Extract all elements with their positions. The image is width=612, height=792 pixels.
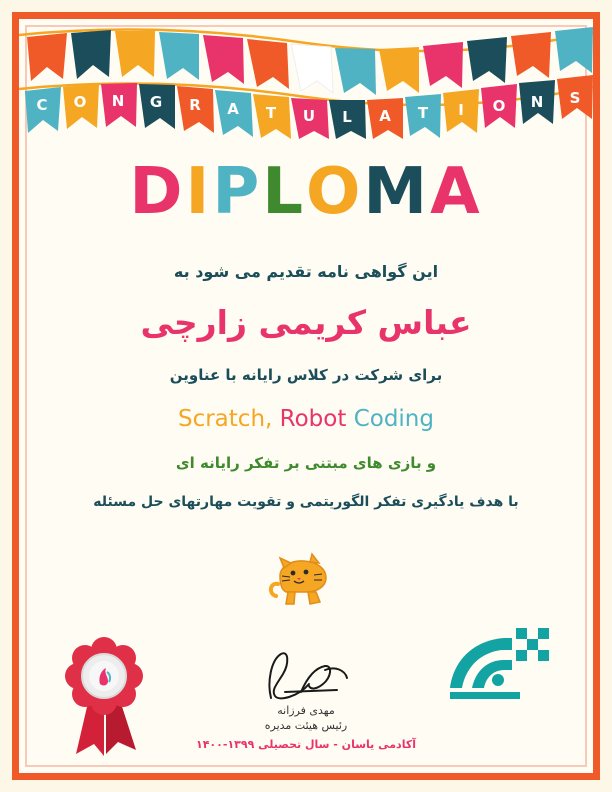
svg-text:S: S xyxy=(569,89,581,107)
svg-text:O: O xyxy=(492,97,506,115)
svg-text:U: U xyxy=(302,107,316,125)
diploma-letter-o: O xyxy=(306,155,364,229)
course-title xyxy=(40,406,572,432)
footer-text: آکادمی یاسان - سال تحصیلی ۱۳۹۹-۱۴۰۰ xyxy=(196,738,416,751)
svg-text:L: L xyxy=(342,108,352,126)
svg-text:A: A xyxy=(379,107,391,125)
signature-name: مهدی فرزانه xyxy=(277,704,335,717)
page-title xyxy=(0,155,612,229)
course-part-robot: Robot xyxy=(279,406,347,432)
svg-text:A: A xyxy=(227,100,239,118)
recipient-name: عباس کریمی زارچی xyxy=(140,303,472,342)
svg-text:T: T xyxy=(417,104,429,122)
svg-text:R: R xyxy=(189,96,201,114)
svg-text:I: I xyxy=(458,101,464,119)
goal-line: با هدف یادگیری تفکر الگوریتمی و تقویت مهارتهای حل مسئله xyxy=(93,494,519,510)
course-part-coding: Coding xyxy=(353,406,434,432)
reason-line: برای شرکت در کلاس رایانه با عناوین xyxy=(169,366,443,384)
academy-logo-icon xyxy=(442,622,552,712)
diploma-letter-l: L xyxy=(262,155,306,229)
svg-text:N: N xyxy=(530,93,544,111)
svg-text:N: N xyxy=(111,92,125,110)
svg-text:T: T xyxy=(265,104,277,122)
diploma-letter-p: P xyxy=(212,155,263,229)
diploma-letter-d: D xyxy=(129,155,186,229)
party-bunting-icon xyxy=(19,19,593,139)
signature-block xyxy=(196,648,416,732)
intro-line: این گواهی نامه تقدیم می شود به xyxy=(173,262,439,281)
diploma-letter-m: M xyxy=(363,155,431,229)
diploma-letter-a: A xyxy=(430,155,483,229)
svg-text:C: C xyxy=(36,96,48,114)
certificate-body xyxy=(40,262,572,510)
scratch-cat-icon xyxy=(266,552,346,612)
svg-text:O: O xyxy=(73,93,87,111)
diploma-letter-i: I xyxy=(185,155,213,229)
course-part-scratch: Scratch, xyxy=(177,406,273,432)
secondary-line: و بازی های مبتنی بر تفکر رایانه ای xyxy=(175,454,437,472)
svg-text:G: G xyxy=(149,93,163,111)
signature-title: رئیس هیئت مدیره xyxy=(264,719,348,732)
handwritten-signature-icon xyxy=(196,648,416,702)
